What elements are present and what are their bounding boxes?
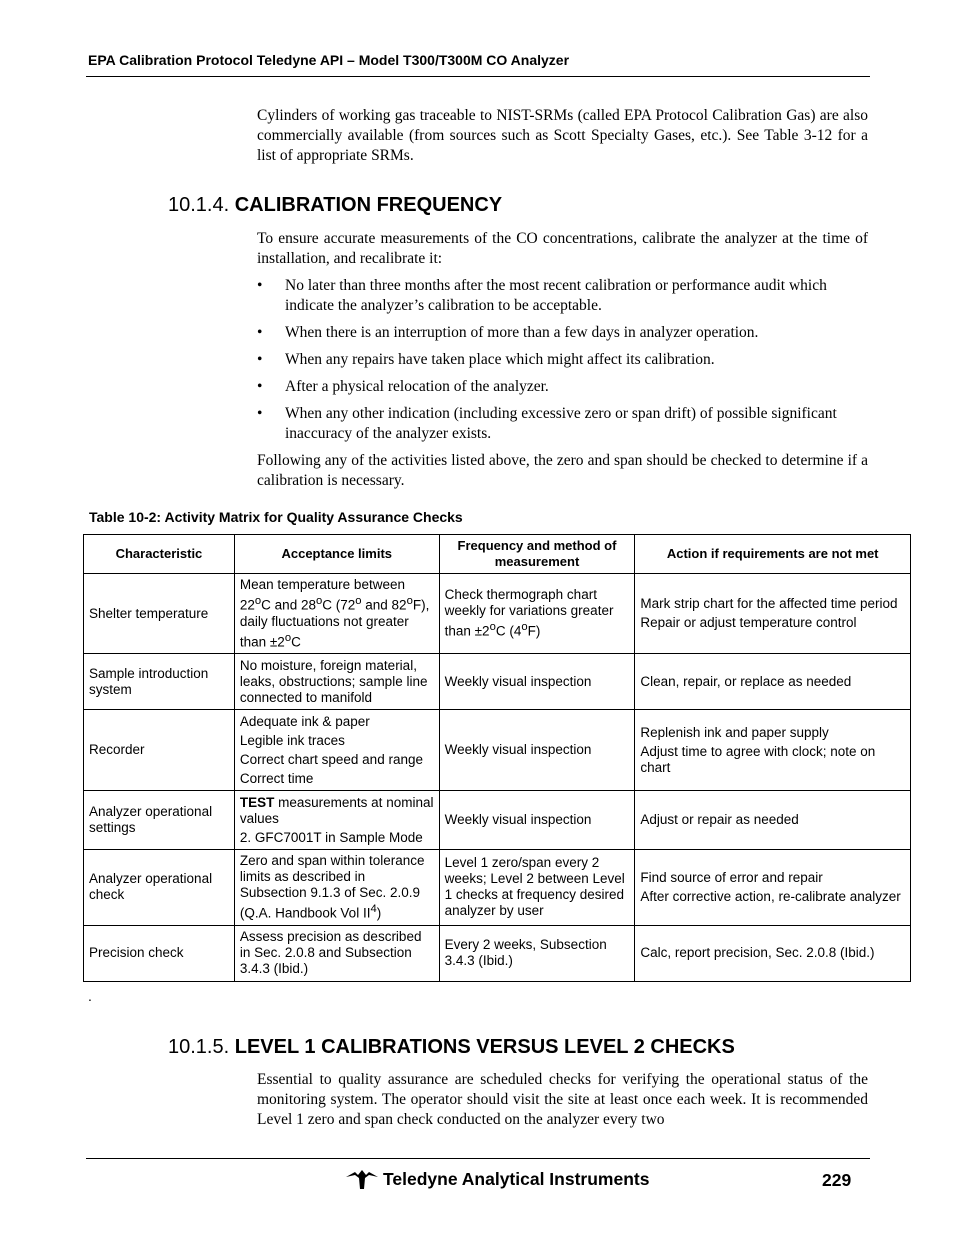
table-cell: TEST measurements at nominal values 2. GFC7001T in Sample Mode bbox=[234, 791, 439, 850]
list-item bbox=[257, 276, 868, 316]
table-cell: Analyzer operational check bbox=[84, 850, 235, 926]
table-cell: Clean, repair, or replace as needed bbox=[635, 654, 911, 710]
table-caption: Table 10-2: Activity Matrix for Quality Assurance Checks bbox=[89, 509, 463, 525]
intro-paragraph: Cylinders of working gas traceable to NIST-SRMs (called EPA Protocol Calibration Gas) are also commercially available (from sources such as Scott Specialty Gases, etc.). See Table 3-12 for a list of appropriate SRMs. bbox=[257, 107, 868, 164]
list-item bbox=[257, 377, 868, 397]
bullet-icon: • bbox=[257, 378, 263, 395]
table-cell: Replenish ink and paper supply Adjust time to agree with clock; note on chart bbox=[635, 710, 911, 791]
table-row bbox=[84, 791, 911, 850]
table-cell: Recorder bbox=[84, 710, 235, 791]
table-cell: Every 2 weeks, Subsection 3.4.3 (Ibid.) bbox=[439, 925, 635, 981]
table-row bbox=[84, 654, 911, 710]
list-item bbox=[257, 350, 868, 370]
table-cell: Mark strip chart for the affected time period Repair or adjust temperature control bbox=[635, 574, 911, 654]
section-number: 10.1.4. bbox=[168, 194, 230, 216]
table-cell: Sample introduction system bbox=[84, 654, 235, 710]
section-number: 10.1.5. bbox=[168, 1036, 230, 1058]
table-cell: Adjust or repair as needed bbox=[635, 791, 911, 850]
list-item-text: After a physical relocation of the analyzer. bbox=[285, 378, 549, 395]
footer-divider bbox=[86, 1158, 870, 1159]
column-header: Acceptance limits bbox=[234, 535, 439, 574]
section-heading-level-checks bbox=[168, 1036, 735, 1059]
section-title: LEVEL 1 CALIBRATIONS VERSUS LEVEL 2 CHECKS bbox=[234, 1036, 735, 1058]
table-row bbox=[84, 710, 911, 791]
column-header: Frequency and method of measurement bbox=[439, 535, 635, 574]
table-cell: Find source of error and repair After corrective action, re-calibrate analyzer bbox=[635, 850, 911, 926]
section-heading-calibration-frequency bbox=[168, 194, 502, 217]
table-cell: Calc, report precision, Sec. 2.0.8 (Ibid.) bbox=[635, 925, 911, 981]
section-paragraph: Essential to quality assurance are scheduled checks for verifying the operational status of the monitoring system. The operator should visit the site at least once each week. It is recommended Level 1 zero and span check conducted on the analyzer every two bbox=[257, 1071, 868, 1128]
page-number: 229 bbox=[822, 1170, 852, 1190]
section-title: CALIBRATION FREQUENCY bbox=[234, 194, 503, 216]
table-cell: Shelter temperature bbox=[84, 574, 235, 654]
bullet-icon: • bbox=[257, 324, 263, 341]
activity-matrix-table bbox=[83, 534, 911, 982]
footer-brand-name: Teledyne Analytical Instruments bbox=[383, 1168, 650, 1189]
list-item bbox=[257, 323, 868, 343]
table-cell: Assess precision as described in Sec. 2.0.8 and Subsection 3.4.3 (Ibid.) bbox=[234, 925, 439, 981]
bullet-icon: • bbox=[257, 277, 263, 294]
list-item bbox=[257, 404, 868, 444]
table-cell: Weekly visual inspection bbox=[439, 654, 635, 710]
column-header: Characteristic bbox=[84, 535, 235, 574]
table-row bbox=[84, 574, 911, 654]
table-cell: Analyzer operational settings bbox=[84, 791, 235, 850]
table-cell: No moisture, foreign material, leaks, obstructions; sample line connected to manifold bbox=[234, 654, 439, 710]
table-row bbox=[84, 925, 911, 981]
table-row bbox=[84, 850, 911, 926]
bullet-icon: • bbox=[257, 351, 263, 368]
running-header-title: EPA Calibration Protocol Teledyne API – Model T300/T300M CO Analyzer bbox=[88, 52, 570, 68]
table-cell: Level 1 zero/span every 2 weeks; Level 2 between Level 1 checks at frequency desired analyzer by user bbox=[439, 850, 635, 926]
list-item-text: When any other indication (including excessive zero or span drift) of possible significant inaccuracy of the analyzer exists. bbox=[285, 405, 837, 442]
list-item-text: No later than three months after the most recent calibration or performance audit which indicate the analyzer’s calibration to be acceptable. bbox=[285, 277, 827, 314]
table-cell: Precision check bbox=[84, 925, 235, 981]
section-paragraph: To ensure accurate measurements of the CO concentrations, calibrate the analyzer at the time of installation, and recalibrate it: bbox=[257, 230, 868, 267]
bullet-icon: • bbox=[257, 405, 263, 422]
bullet-list bbox=[257, 276, 868, 451]
table-cell: Weekly visual inspection bbox=[439, 710, 635, 791]
table-cell: Adequate ink & paper Legible ink traces Correct chart speed and range Correct time bbox=[234, 710, 439, 791]
table-cell: Weekly visual inspection bbox=[439, 791, 635, 850]
table-cell: Mean temperature between 22$^o$C and 28$^o$C (72$^o$ and 82$^o$F), daily fluctuations not greater than $\pm 2^oC$ bbox=[234, 574, 439, 654]
table-cell: Zero and span within tolerance limits as described in Subsection 9.1.3 of Sec. 2.0.9 (Q.A. Handbook Vol $II^4$) bbox=[234, 850, 439, 926]
stray-period: . bbox=[88, 988, 92, 1004]
header-divider bbox=[86, 76, 870, 77]
section-closing-paragraph: Following any of the activities listed above, the zero and span should be checked to determine if a calibration is necessary. bbox=[257, 452, 868, 489]
teledyne-logo-icon bbox=[345, 1168, 379, 1190]
column-header: Action if requirements are not met bbox=[635, 535, 911, 574]
list-item-text: When any repairs have taken place which might affect its calibration. bbox=[285, 351, 715, 368]
list-item-text: When there is an interruption of more than a few days in analyzer operation. bbox=[285, 324, 759, 341]
footer-brand bbox=[345, 1168, 649, 1190]
table-cell: Check thermograph chart weekly for variations greater than $\pm 2^oC$ (4$^o$F) bbox=[439, 574, 635, 654]
table-header-row bbox=[84, 535, 911, 574]
